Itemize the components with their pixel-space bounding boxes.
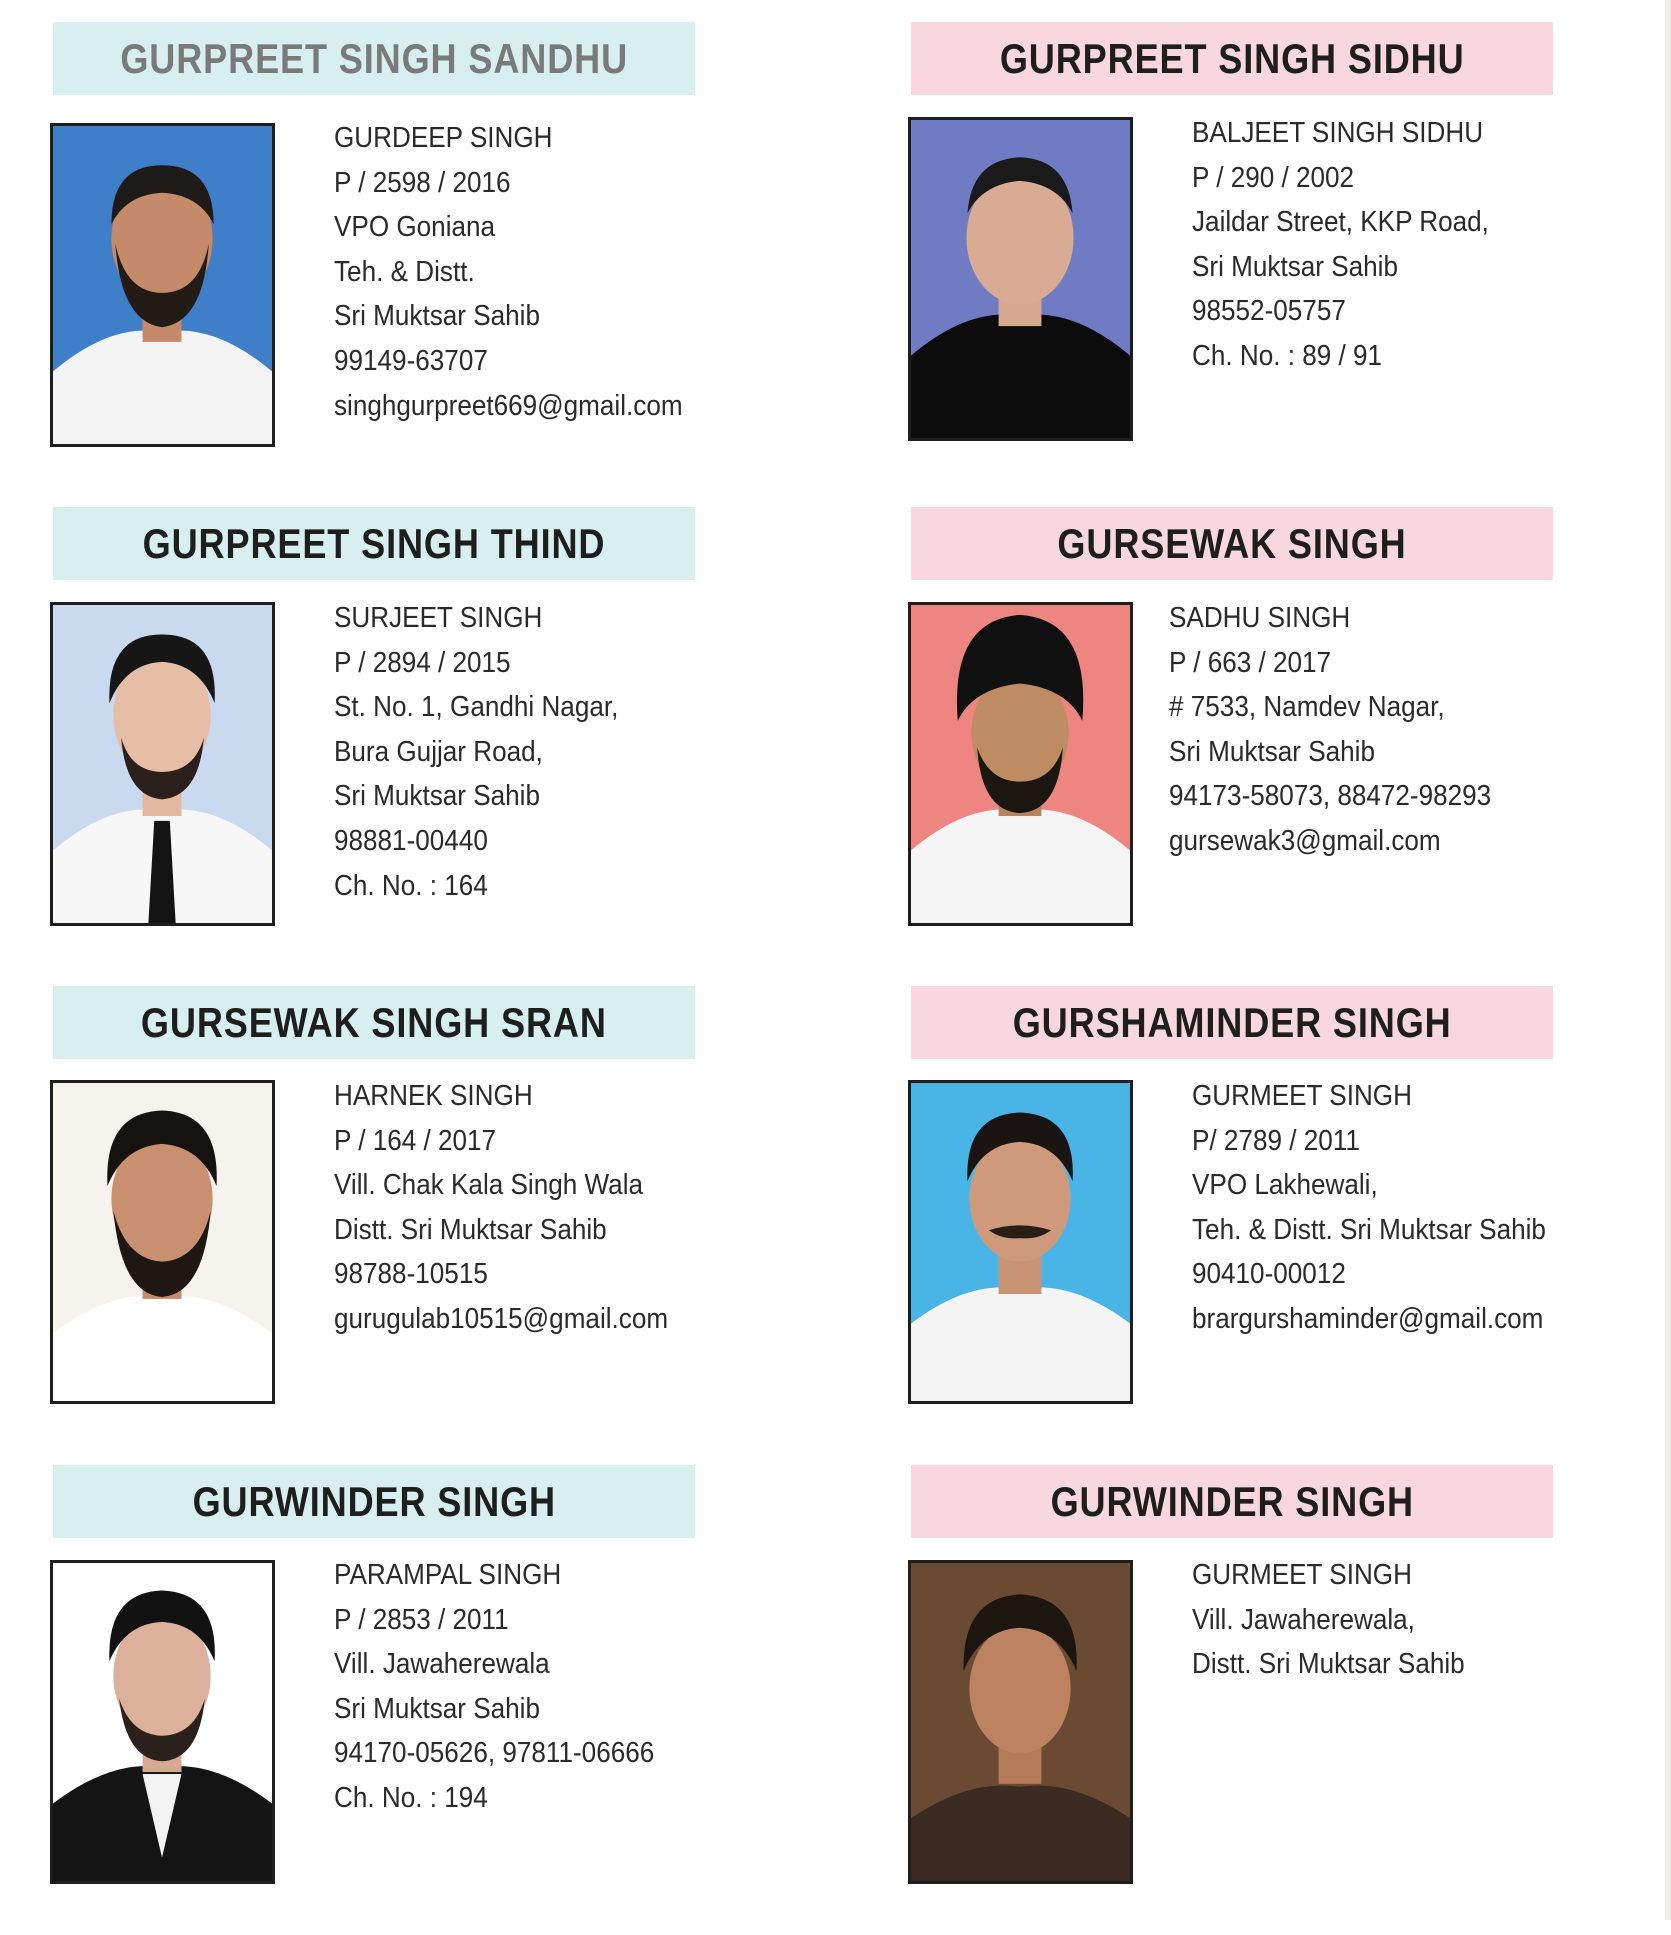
detail-line: Vill. Chak Kala Singh Wala: [334, 1169, 644, 1202]
detail-line: Sri Muktsar Sahib: [1192, 250, 1398, 283]
detail-line: P/ 2789 / 2011: [1192, 1124, 1360, 1157]
detail-line: SURJEET SINGH: [334, 602, 543, 634]
detail-line: PARAMPAL SINGH: [334, 1559, 562, 1591]
advocate-name: GURSEWAK SINGH: [1057, 519, 1407, 567]
detail-line: Ch. No. : 194: [334, 1781, 488, 1814]
detail-line: 98881-00440: [334, 824, 488, 857]
detail-line: 94170-05626, 97811-06666: [334, 1737, 655, 1770]
advocate-name-band: [53, 986, 695, 1059]
advocate-name-band: [911, 22, 1553, 95]
advocate-details: [1192, 111, 1522, 379]
detail-line: Distt. Sri Muktsar Sahib: [334, 1213, 607, 1246]
detail-line: Ch. No. : 89 / 91: [1192, 339, 1383, 372]
advocate-details: [1192, 1553, 1495, 1687]
detail-line: BALJEET SINGH SIDHU: [1192, 117, 1484, 149]
advocate-card: [901, 986, 1671, 1456]
advocate-photo: [908, 602, 1133, 926]
detail-line: HARNEK SINGH: [334, 1080, 533, 1112]
advocate-photo: [908, 1560, 1133, 1884]
advocate-card: [43, 507, 843, 977]
advocate-card: [43, 22, 843, 492]
advocate-details: [334, 116, 721, 428]
detail-line: P / 2894 / 2015: [334, 646, 511, 679]
detail-line: Sri Muktsar Sahib: [334, 300, 540, 333]
advocate-name: GURPREET SINGH THIND: [142, 519, 606, 567]
advocate-name: GURWINDER SINGH: [1050, 1477, 1414, 1525]
detail-line: Vill. Jawaherewala,: [1192, 1603, 1415, 1636]
detail-line: gursewak3@gmail.com: [1169, 824, 1441, 857]
advocate-name-band: [911, 1465, 1553, 1538]
advocate-details: [334, 1553, 690, 1821]
advocate-name: GURPREET SINGH SIDHU: [999, 34, 1465, 82]
detail-line: P / 2853 / 2011: [334, 1603, 509, 1636]
detail-line: GURMEET SINGH: [1192, 1559, 1412, 1591]
detail-line: St. No. 1, Gandhi Nagar,: [334, 691, 619, 724]
advocate-details: [1192, 1074, 1585, 1342]
detail-line: Distt. Sri Muktsar Sahib: [1192, 1648, 1465, 1681]
advocate-details: [334, 1074, 705, 1342]
detail-line: 94173-58073, 88472-98293: [1169, 780, 1492, 813]
detail-line: P / 2598 / 2016: [334, 166, 511, 199]
advocate-card: [43, 1465, 843, 1935]
advocate-photo: [50, 123, 275, 447]
advocate-card: [901, 507, 1671, 977]
detail-line: SADHU SINGH: [1169, 602, 1351, 634]
advocate-card: [901, 22, 1671, 492]
advocate-name-band: [53, 507, 695, 580]
detail-line: Teh. & Distt. Sri Muktsar Sahib: [1192, 1213, 1546, 1246]
detail-line: Teh. & Distt.: [334, 255, 475, 288]
advocate-name-band: [53, 22, 695, 95]
detail-line: Bura Gujjar Road,: [334, 735, 543, 768]
advocate-name: GURSEWAK SINGH SRAN: [141, 998, 607, 1046]
detail-line: P / 663 / 2017: [1169, 646, 1332, 679]
detail-line: P / 290 / 2002: [1192, 161, 1355, 194]
advocate-card: [901, 1465, 1671, 1935]
advocate-photo: [50, 602, 275, 926]
detail-line: GURMEET SINGH: [1192, 1080, 1412, 1112]
detail-line: 90410-00012: [1192, 1258, 1346, 1291]
detail-line: 98552-05757: [1192, 295, 1346, 328]
advocate-details: [1169, 596, 1527, 864]
detail-line: Sri Muktsar Sahib: [1169, 735, 1375, 768]
advocate-name-band: [911, 986, 1553, 1059]
advocate-name: GURPREET SINGH SANDHU: [120, 34, 628, 82]
advocate-photo: [50, 1560, 275, 1884]
detail-line: Sri Muktsar Sahib: [334, 780, 540, 813]
advocate-photo: [908, 1080, 1133, 1404]
advocate-card: [43, 986, 843, 1456]
detail-line: 98788-10515: [334, 1258, 488, 1291]
advocate-name: GURSHAMINDER SINGH: [1012, 998, 1452, 1046]
detail-line: P / 164 / 2017: [334, 1124, 497, 1157]
detail-line: singhgurpreet669@gmail.com: [334, 389, 683, 422]
detail-line: VPO Lakhewali,: [1192, 1169, 1378, 1202]
advocate-photo: [50, 1080, 275, 1404]
detail-line: GURDEEP SINGH: [334, 122, 553, 154]
advocate-name-band: [911, 507, 1553, 580]
detail-line: Vill. Jawaherewala: [334, 1648, 550, 1681]
detail-line: Ch. No. : 164: [334, 869, 488, 902]
detail-line: # 7533, Namdev Nagar,: [1169, 691, 1445, 724]
advocate-name: GURWINDER SINGH: [192, 1477, 556, 1525]
detail-line: gurugulab10515@gmail.com: [334, 1302, 669, 1335]
advocate-photo: [908, 117, 1133, 441]
detail-line: brargurshaminder@gmail.com: [1192, 1302, 1544, 1335]
detail-line: 99149-63707: [334, 344, 488, 377]
advocate-name-band: [53, 1465, 695, 1538]
advocate-details: [334, 596, 650, 908]
detail-line: Sri Muktsar Sahib: [334, 1692, 540, 1725]
detail-line: VPO Goniana: [334, 211, 496, 244]
detail-line: Jaildar Street, KKP Road,: [1192, 206, 1489, 239]
